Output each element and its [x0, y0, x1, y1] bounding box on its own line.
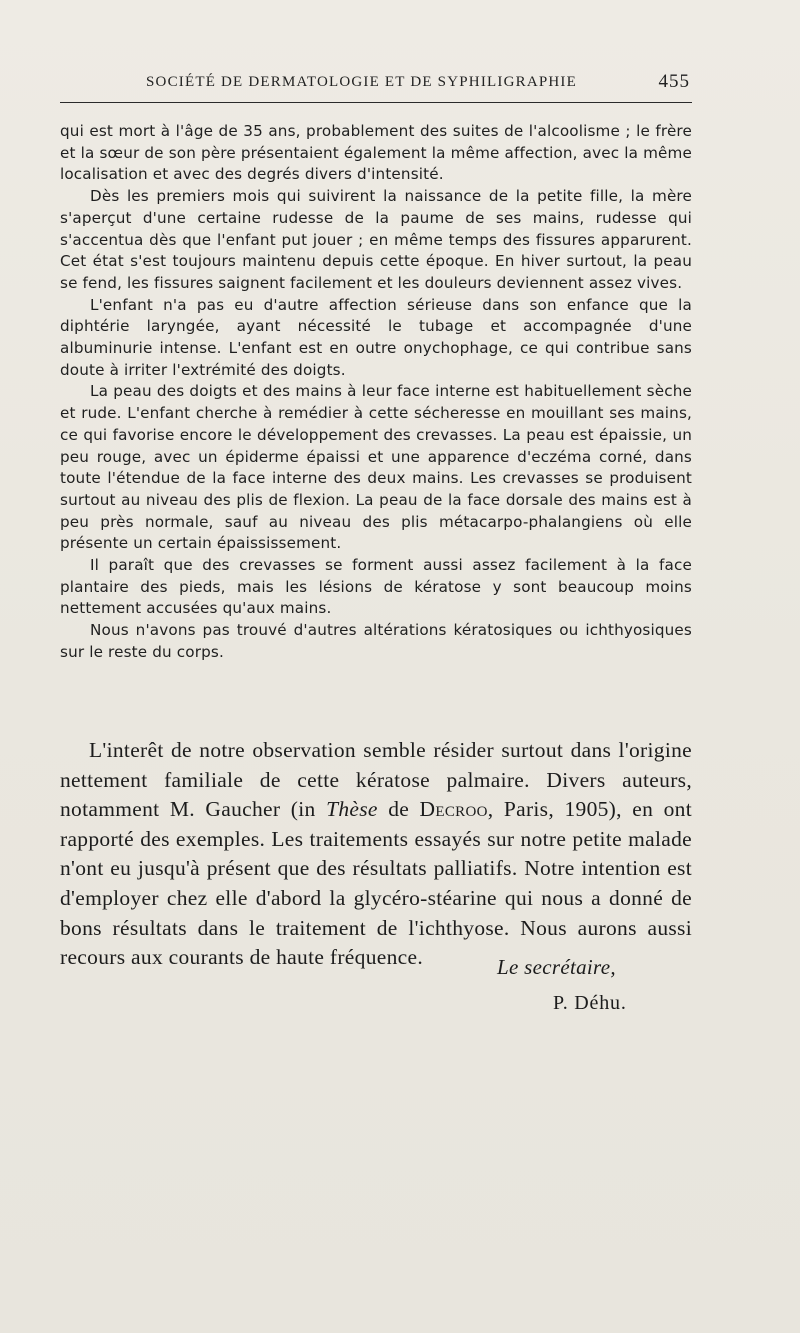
paragraph-examination: La peau des doigts et des mains à leur face interne est habituellement sèche et rude. L'enfant cherche à remédier à cette sécheresse en mouillant ses mains, ce qui favorise encore le développement des crevasses. La peau est épaissie, un peu rouge, avec un épiderme épaissi et une apparence d'eczéma corné, dans toute l'étendue de la face interne des deux mains. Les crevasses se produisent surtout au niveau des plis de flexion. La peau de la face dorsale des mains est à peu près normale, sauf au niveau des plis métacarpo-phalangiens où elle présente un certain épaississement.	[60, 382, 692, 553]
paragraph-continuation: qui est mort à l'âge de 35 ans, probablement des suites de l'alcoolisme ; le frère et la sœur de son père présentaient également la même affection, avec la même localisation et avec des degrés divers d'intensité.	[60, 122, 692, 184]
discussion-part-1: L'interêt de notre observation semble résider surtout dans l'origine nettement familiale de cette kératose palmaire. Divers auteurs, notamment M. Gaucher (in	[60, 738, 692, 822]
page-number: 455	[658, 71, 690, 92]
paragraph-onset: Dès les premiers mois qui suivirent la naissance de la petite fille, la mère s'aperçut d'une certaine rudesse de la paume de ses mains, rudesse qui s'accentua dès que l'enfant put jouer ; en même temps des fissures apparurent. Cet état s'est toujours maintenu depuis cette époque. En hiver surtout, la peau se fend, les fissures saignent facilement et les douleurs deviennent assez vives.	[60, 187, 692, 292]
observation-text	[60, 121, 692, 664]
discussion-text	[60, 736, 692, 973]
header-rule	[60, 102, 692, 103]
running-header	[60, 70, 692, 98]
author-small-caps: Decroo	[419, 797, 488, 822]
paragraph-history: L'enfant n'a pas eu d'autre affection sérieuse dans son enfance que la diphtérie laryngée, ayant nécessité le tubage et accompagnée d'une albuminurie intense. L'enfant est en outre onychophage, ce qui contribue sans doute à irriter l'extrémité des doigts.	[60, 295, 692, 379]
paragraph-body: Nous n'avons pas trouvé d'autres altérations kératosiques ou ichthyosiques sur le reste du corps.	[60, 621, 692, 661]
running-title: SOCIÉTÉ DE DERMATOLOGIE ET DE SYPHILIGRAPHIE	[146, 74, 577, 90]
signature-name: P. Déhu.	[553, 992, 627, 1014]
paragraph-feet: Il paraît que des crevasses se forment aussi assez facilement à la face plantaire des pieds, mais les lésions de kératose y sont beaucoup moins nettement accusées qu'aux mains.	[60, 556, 692, 618]
discussion-part-2: de	[377, 797, 420, 822]
discussion-part-3: , Paris, 1905), en ont rapporté des exemples. Les traitements essayés sur notre petite malade n'ont eu jusqu'à présent que des résultats palliatifs. Notre intention est d'employer chez elle d'abord la glycéro-stéarine qui nous a donné de bons résultats dans le traitement de l'ichthyose. Nous aurons aussi recours aux courants de haute fréquence.	[60, 797, 693, 970]
signature-role: Le secrétaire,	[497, 955, 616, 979]
thesis-italic: Thèse	[326, 797, 378, 822]
paragraph-discussion	[60, 736, 692, 973]
